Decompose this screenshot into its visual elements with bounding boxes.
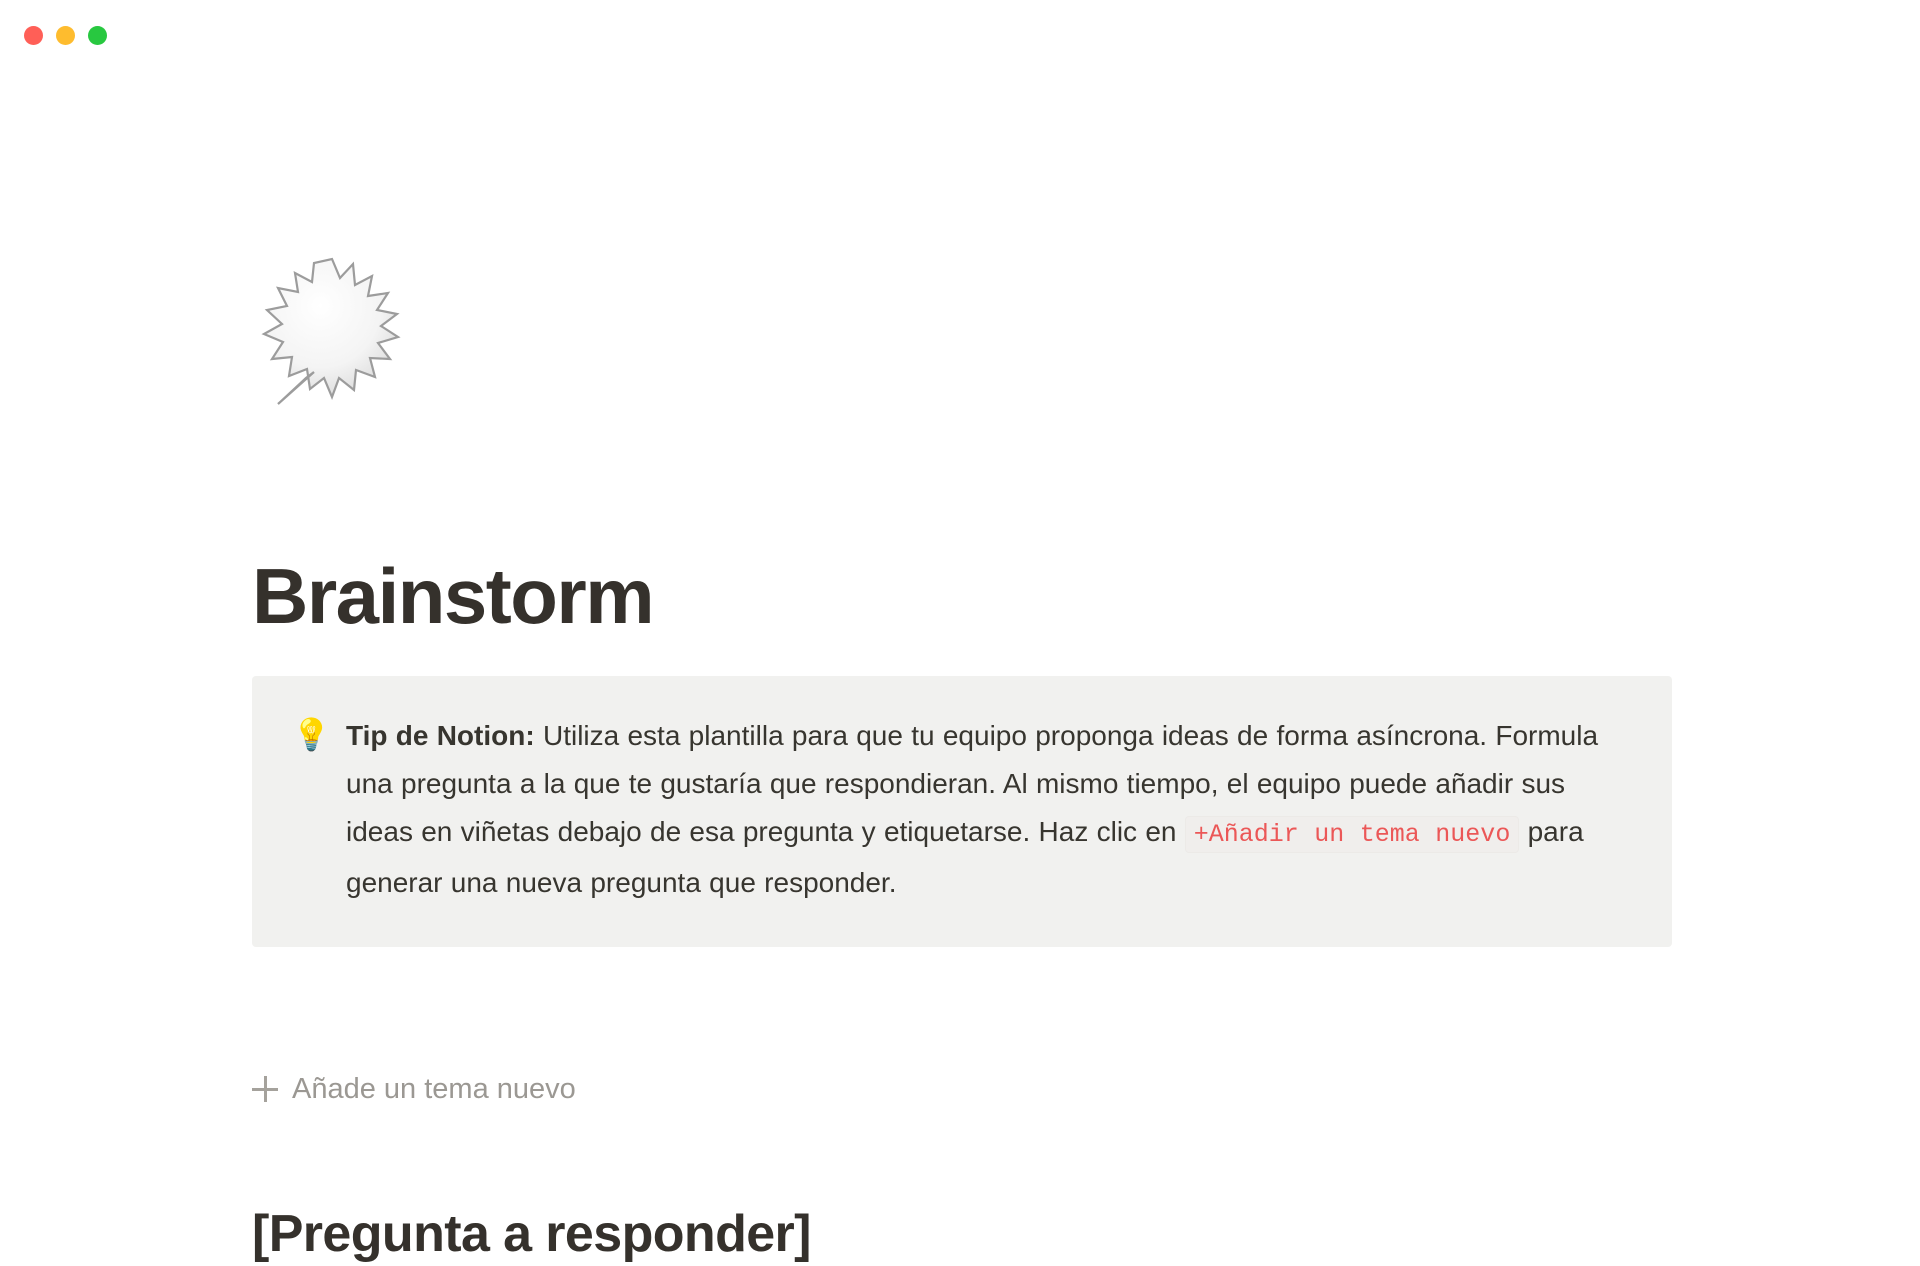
add-new-topic-button[interactable] xyxy=(252,1072,576,1106)
speech-burst-icon[interactable] xyxy=(254,252,412,410)
callout-body-before: Utiliza esta plantilla para que tu equipo proponga ideas de forma asíncrona. Formula una pregunta a la que te gustaría que respondieran. Al mismo tiempo, el equipo puede añadir sus ideas en viñetas debajo de esa pregunta y etiquetarse. Haz clic en xyxy=(346,720,1599,847)
plus-icon xyxy=(252,1076,278,1102)
callout-text xyxy=(346,712,1632,907)
question-section-heading: [Pregunta a responder] xyxy=(252,1205,811,1263)
window-titlebar xyxy=(0,0,1920,72)
light-bulb-icon: 💡 xyxy=(292,717,331,752)
minimize-window-button[interactable] xyxy=(56,26,75,45)
add-new-topic-label: Añade un tema nuevo xyxy=(292,1073,576,1105)
close-window-button[interactable] xyxy=(24,26,43,45)
inline-code-add-topic: +Añadir un tema nuevo xyxy=(1185,816,1520,853)
traffic-lights xyxy=(24,26,107,45)
notion-tip-callout xyxy=(252,676,1672,947)
callout-lead-label: Tip de Notion: xyxy=(346,720,535,751)
callout-body-after: para generar una nueva pregunta que responder. xyxy=(346,816,1584,898)
page-body xyxy=(0,72,1920,1263)
maximize-window-button[interactable] xyxy=(88,26,107,45)
page-title: Brainstorm xyxy=(252,552,654,640)
